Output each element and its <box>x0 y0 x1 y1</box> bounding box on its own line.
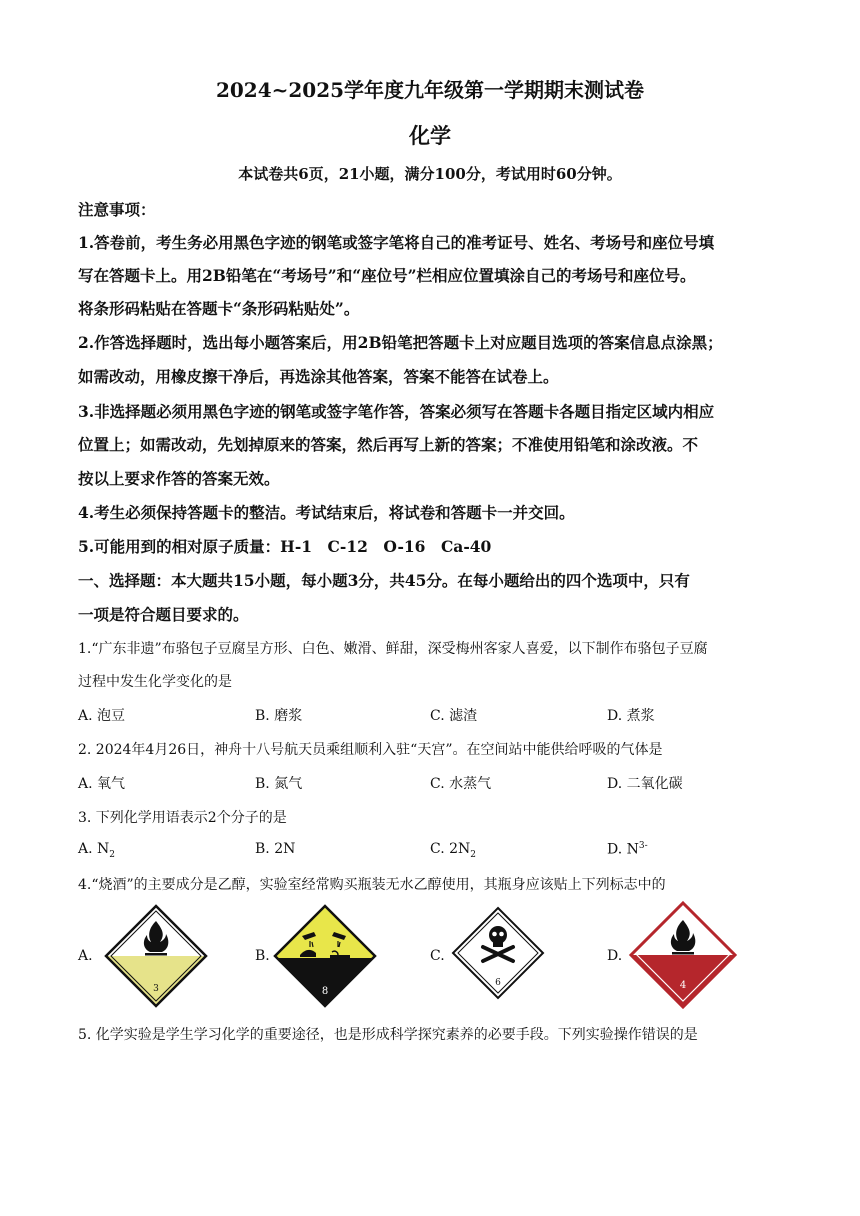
notice-line: 1.答卷前，考生务必用黑色字迹的钢笔或签字笔将自己的准考证号、姓名、考场号和座位号填 <box>78 233 715 252</box>
question-2-option-d: D. 二氧化碳 <box>607 776 683 792</box>
question-3-stem: 3. 下列化学用语表示2个分子的是 <box>78 810 287 826</box>
class-number: 4 <box>679 980 687 991</box>
notice-line: 如需改动，用橡皮擦干净后，再选涂其他答案，答案不能答在试卷上。 <box>78 367 559 386</box>
notice-line: 位置上；如需改动，先划掉原来的答案，然后再写上新的答案；不准使用铅笔和涂改液。不 <box>78 435 699 454</box>
question-4-option-a-label: A. <box>78 948 93 964</box>
exam-intro: 本试卷共6页，21小题，满分100分，考试用时60分钟。 <box>238 165 622 183</box>
class-number: 3 <box>153 984 159 994</box>
question-5-stem: 5. 化学实验是学生学习化学的重要途径，也是形成科学探究素养的必要手段。下列实验操作错误的是 <box>78 1027 698 1043</box>
section-heading: 一项是符合题目要求的。 <box>78 605 249 624</box>
question-2-stem: 2. 2024年4月26日，神舟十八号航天员乘组顺利入驻“天宫”。在空间站中能供给呼吸的气体是 <box>78 742 663 758</box>
notice-line: 5.可能用到的相对原子质量：H-1 C-12 O-16 Ca-40 <box>78 537 492 556</box>
notice-line: 写在答题卡上。用2B铅笔在“考场号”和“座位号”栏相应位置填涂自己的考场号和座位号。 <box>78 266 696 285</box>
question-1-option-d: D. 煮浆 <box>607 708 655 724</box>
question-1-stem: 1.“广东非遗”布骆包子豆腐呈方形、白色、嫩滑、鲜甜，深受梅州客家人喜爱，以下制作布骆包子豆腐 <box>78 641 708 657</box>
question-3-option-d: D. $N^{3-}$ <box>607 841 648 858</box>
notice-line: 4.考生必须保持答题卡的整洁。考试结束后，将试卷和答题卡一并交回。 <box>78 503 575 522</box>
question-3-option-c: C. $2N_2$ <box>430 841 477 860</box>
toxic-skull-sign-icon <box>450 905 546 1001</box>
question-3-option-b: B. 2N <box>255 841 296 857</box>
question-4-option-c-label: C. <box>430 948 445 964</box>
exam-title: 2024~2025学年度九年级第一学期期末测试卷 <box>215 78 645 102</box>
section-heading: 一、选择题：本大题共15小题，每小题3分，共45分。在每小题给出的四个选项中，只有 <box>78 571 690 590</box>
class-number: 8 <box>321 986 329 997</box>
question-3-option-a: A. $N_2$ <box>78 841 115 860</box>
notice-line: 3.非选择题必须用黑色字迹的钢笔或签字笔作答，答案必须写在答题卡各题目指定区域内相应 <box>78 402 715 421</box>
question-1-option-b: B. 磨浆 <box>255 708 303 724</box>
question-1-option-a: A. 泡豆 <box>78 708 126 724</box>
notice-line: 将条形码粘贴在答题卡“条形码粘贴处”。 <box>78 299 360 318</box>
corrosive-sign-icon <box>272 903 378 1009</box>
notice-line: 2.作答选择题时，选出每小题答案后，用2B铅笔把答题卡上对应题目选项的答案信息点涂黑； <box>78 333 723 352</box>
notice-line: 按以上要求作答的答案无效。 <box>78 469 280 488</box>
exam-subject: 化学 <box>409 123 451 148</box>
flammable-sign-icon <box>628 900 738 1010</box>
notice-heading: 注意事项： <box>78 200 156 219</box>
question-4-stem: 4.“烧酒”的主要成分是乙醇，实验室经常购买瓶装无水乙醇使用，其瓶身应该贴上下列标志中的 <box>78 877 666 893</box>
class-number: 6 <box>495 978 501 988</box>
question-4-option-b-label: B. <box>255 948 270 964</box>
flammable-liquid-sign-icon <box>103 903 209 1009</box>
question-4-option-d-label: D. <box>607 948 623 964</box>
question-2-option-a: A. 氧气 <box>78 776 126 792</box>
question-1-stem: 过程中发生化学变化的是 <box>78 674 232 690</box>
question-2-option-b: B. 氮气 <box>255 776 303 792</box>
question-1-option-c: C. 滤渣 <box>430 708 478 724</box>
question-2-option-c: C. 水蒸气 <box>430 776 492 792</box>
